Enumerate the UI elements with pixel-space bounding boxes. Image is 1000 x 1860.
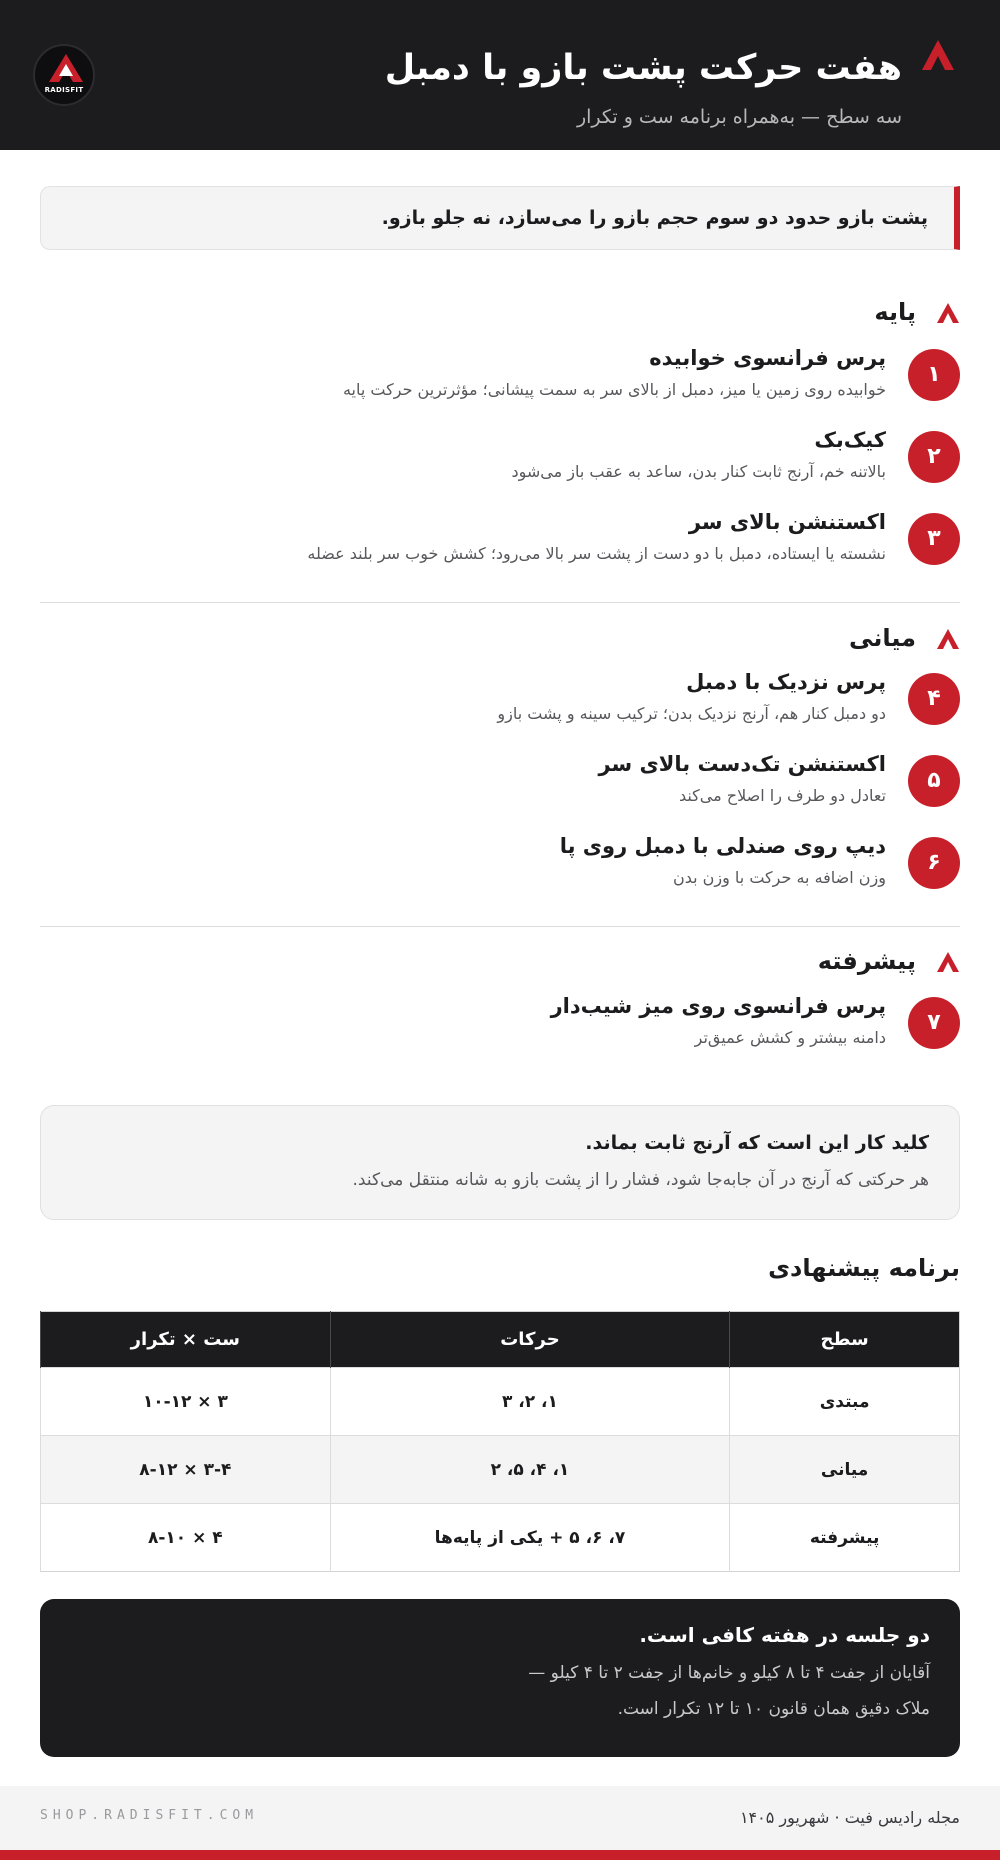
exercise-name: پرس نزدیک با دمبل — [686, 670, 886, 694]
radisfit-logo — [33, 44, 95, 106]
exercise-name: پرس فرانسوی خوابیده — [649, 346, 886, 370]
chevron-up-icon — [936, 628, 960, 650]
section-heading-intermediate — [40, 620, 960, 660]
exercise-description: نشسته یا ایستاده، دمبل با دو دست از پشت سر بالا می‌رود؛ کشش خوب سر بلند عضله — [307, 544, 886, 563]
page-title: هفت حرکت پشت بازو با دمبل — [384, 48, 902, 88]
exercise-number: ۴ — [908, 673, 960, 725]
chevron-up-icon — [936, 951, 960, 973]
exercise-item — [40, 994, 960, 1066]
column-header: ست × تکرار — [41, 1312, 331, 1368]
exercise-number: ۵ — [908, 755, 960, 807]
table-cell: ۱، ۲، ۳ — [330, 1368, 730, 1436]
table-cell: ۷، ۶، ۵ + یکی از پایه‌ها — [330, 1504, 730, 1572]
exercise-item — [40, 510, 960, 582]
exercise-name: کیک‌بک — [814, 428, 886, 452]
key-note-heading: کلید کار این است که آرنج ثابت بماند. — [585, 1132, 929, 1154]
exercise-description: دو دمبل کنار هم، آرنج نزدیک بدن؛ ترکیب سینه و پشت بازو — [497, 704, 886, 723]
exercise-item — [40, 752, 960, 824]
table-cell: ۱، ۴، ۵، ۲ — [330, 1436, 730, 1504]
section-divider — [40, 926, 960, 927]
table-cell: مبتدی — [730, 1368, 960, 1436]
table-row — [41, 1368, 960, 1436]
exercise-description: وزن اضافه به حرکت با وزن بدن — [672, 868, 886, 887]
magazine-credit: مجله رادیس فیت · شهریور ۱۴۰۵ — [739, 1808, 960, 1827]
table-header-row — [41, 1312, 960, 1368]
summary-line: ملاک دقیق همان قانون ۱۰ تا ۱۲ تکرار است. — [617, 1699, 930, 1719]
exercise-description: خوابیده روی زمین یا میز، دمبل از بالای سر به سمت پیشانی؛ مؤثرترین حرکت پایه — [342, 380, 886, 399]
exercise-number: ۳ — [908, 513, 960, 565]
summary-heading: دو جلسه در هفته کافی است. — [639, 1623, 930, 1647]
section-title: پایه — [874, 298, 916, 326]
exercise-number: ۷ — [908, 997, 960, 1049]
section-title: پیشرفته — [817, 947, 916, 975]
exercise-description: تعادل دو طرف را اصلاح می‌کند — [678, 786, 886, 805]
table-cell: ۳-۴ × ۸-۱۲ — [41, 1436, 331, 1504]
summary-line: آقایان از جفت ۴ تا ۸ کیلو و خانم‌ها از جفت ۲ تا ۴ کیلو — — [528, 1663, 930, 1683]
exercise-item — [40, 834, 960, 906]
exercise-item — [40, 346, 960, 418]
bottom-accent-bar — [0, 1850, 1000, 1860]
callout-text: پشت بازو حدود دو سوم حجم بازو را می‌سازد، نه جلو بازو. — [381, 207, 928, 229]
footer — [0, 1786, 1000, 1850]
table-cell: ۴ × ۸-۱۰ — [41, 1504, 331, 1572]
section-title: میانی — [849, 624, 916, 652]
section-heading-basic — [40, 294, 960, 334]
logo-text: RADISFIT — [44, 86, 84, 94]
exercise-description: دامنه بیشتر و کشش عمیق‌تر — [694, 1028, 886, 1047]
shop-link[interactable]: SHOP.RADISFIT.COM — [40, 1808, 259, 1823]
table-cell: پیشرفته — [730, 1504, 960, 1572]
program-title: برنامه پیشنهادی — [768, 1254, 960, 1282]
header — [0, 0, 1000, 150]
chevron-up-icon — [936, 302, 960, 324]
summary-box — [40, 1599, 960, 1757]
exercise-name: پرس فرانسوی روی میز شیب‌دار — [550, 994, 886, 1018]
program-table — [40, 1311, 960, 1572]
page-subtitle: سه سطح — به‌همراه برنامه ست و تکرار — [576, 106, 902, 128]
table-row — [41, 1504, 960, 1572]
key-note-box — [40, 1105, 960, 1220]
exercise-name: اکستنشن تک‌دست بالای سر — [598, 752, 886, 776]
table-row — [41, 1436, 960, 1504]
section-heading-advanced — [40, 943, 960, 983]
exercise-name: اکستنشن بالای سر — [688, 510, 886, 534]
exercise-item — [40, 670, 960, 742]
exercise-name: دیپ روی صندلی با دمبل روی پا — [559, 834, 886, 858]
intro-callout — [40, 186, 960, 250]
table-cell: ۳ × ۱۰-۱۲ — [41, 1368, 331, 1436]
table-cell: میانی — [730, 1436, 960, 1504]
exercise-number: ۶ — [908, 837, 960, 889]
section-divider — [40, 602, 960, 603]
column-header: سطح — [730, 1312, 960, 1368]
chevron-up-icon — [920, 38, 956, 74]
column-header: حرکات — [330, 1312, 730, 1368]
exercise-item — [40, 428, 960, 500]
exercise-description: بالاتنه خم، آرنج ثابت کنار بدن، ساعد به عقب باز می‌شود — [511, 462, 886, 481]
exercise-number: ۲ — [908, 431, 960, 483]
key-note-text: هر حرکتی که آرنج در آن جابه‌جا شود، فشار را از پشت بازو به شانه منتقل می‌کند. — [352, 1170, 929, 1190]
exercise-number: ۱ — [908, 349, 960, 401]
